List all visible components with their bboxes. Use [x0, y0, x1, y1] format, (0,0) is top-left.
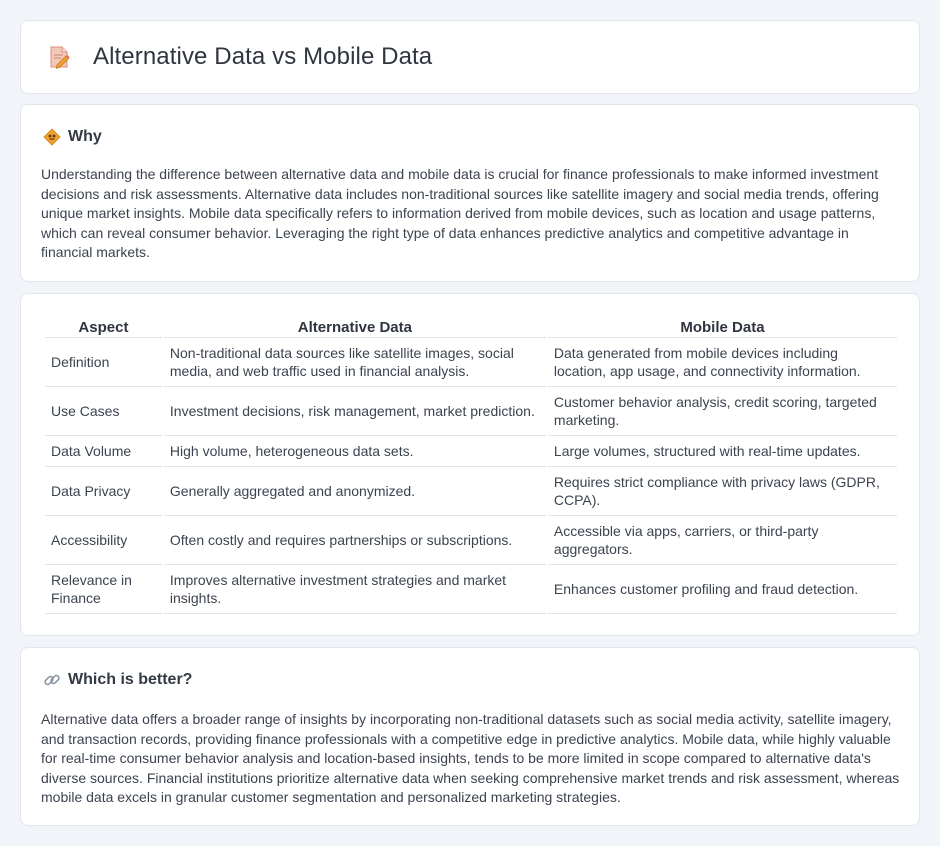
header-mobile-data: Mobile Data [548, 314, 897, 338]
mobile-cell: Requires strict compliance with privacy laws (GDPR, CCPA). [548, 467, 897, 516]
better-title: Which is better? [68, 671, 193, 688]
mobile-cell: Enhances customer profiling and fraud detection. [548, 565, 897, 614]
aspect-cell: Data Privacy [45, 467, 162, 516]
header-aspect: Aspect [45, 314, 162, 338]
alternative-cell: Investment decisions, risk management, market prediction. [164, 387, 546, 436]
aspect-cell: Definition [45, 338, 162, 387]
table-row [45, 516, 897, 565]
header-card [20, 20, 920, 94]
alternative-cell: Often costly and requires partnerships or subscriptions. [164, 516, 546, 565]
better-heading [43, 670, 899, 690]
table-row [45, 338, 897, 387]
mobile-cell: Large volumes, structured with real-time updates. [548, 436, 897, 467]
aspect-cell: Use Cases [45, 387, 162, 436]
table-row [45, 387, 897, 436]
table-row [45, 436, 897, 467]
better-body: Alternative data offers a broader range of insights by incorporating non-traditional datasets such as social media activity, satellite imagery, and transaction records, providing finance professionals with a competitive edge in predictive analytics. Mobile data, while highly valuable for real-time consumer behavior analysis and location-based insights, tends to be more limited in scope compared to alternative data's diverse sources. Financial institutions prioritize alternative data when seeking comprehensive market trends and risk assessment, whereas mobile data excels in granular customer segmentation and personalized marketing strategies. [41, 711, 900, 805]
alternative-cell: Generally aggregated and anonymized. [164, 467, 546, 516]
table-row [45, 565, 897, 614]
page-title: Alternative Data vs Mobile Data [93, 43, 433, 70]
document-pencil-icon [45, 43, 73, 71]
comparison-table [43, 314, 899, 614]
header-alternative-data: Alternative Data [164, 314, 546, 338]
mobile-cell: Data generated from mobile devices including location, app usage, and connectivity information. [548, 338, 897, 387]
alternative-cell: High volume, heterogeneous data sets. [164, 436, 546, 467]
alternative-cell: Improves alternative investment strategies and market insights. [164, 565, 546, 614]
mobile-cell: Accessible via apps, carriers, or third-party aggregators. [548, 516, 897, 565]
link-icon [43, 671, 61, 689]
why-body: Understanding the difference between alternative data and mobile data is crucial for finance professionals to make informed investment decisions and risk assessments. Alternative data includes non-traditional sources like satellite imagery and social media trends, offering unique market insights. Mobile data specifically refers to information derived from mobile devices, such as location and usage patterns, which can reveal consumer behavior. Leveraging the right type of data enhances predictive analytics and competitive advantage in financial markets. [41, 166, 879, 260]
alternative-cell: Non-traditional data sources like satellite images, social media, and web traffic used in financial analysis. [164, 338, 546, 387]
table-row [45, 467, 897, 516]
why-heading [43, 127, 899, 147]
mobile-cell: Customer behavior analysis, credit scoring, targeted marketing. [548, 387, 897, 436]
aspect-cell: Data Volume [45, 436, 162, 467]
which-is-better-section [20, 647, 920, 826]
table-header-row [45, 314, 897, 338]
diamond-sign-icon [43, 128, 61, 146]
aspect-cell: Relevance in Finance [45, 565, 162, 614]
why-section [20, 104, 920, 282]
aspect-cell: Accessibility [45, 516, 162, 565]
why-title: Why [68, 128, 102, 145]
comparison-section [20, 293, 920, 636]
